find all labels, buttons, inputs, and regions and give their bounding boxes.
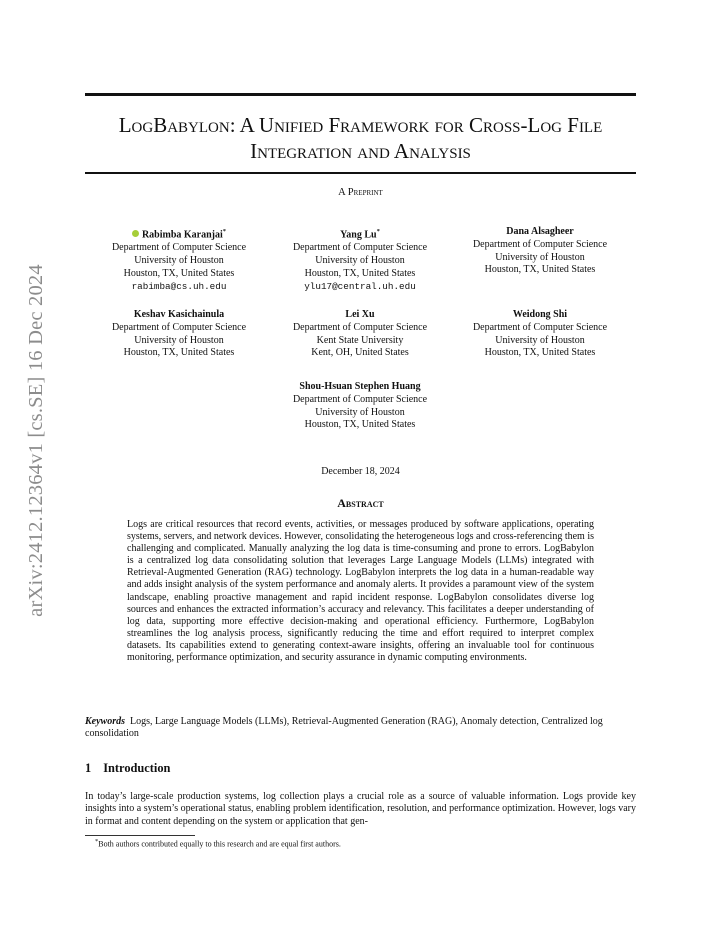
orcid-icon[interactable]	[132, 230, 139, 237]
author-email[interactable]: ylu17@central.uh.edu	[304, 280, 416, 292]
footnote	[95, 838, 341, 849]
author-loc: Houston, TX, United States	[304, 267, 416, 279]
author-name: Dana Alsagheer	[506, 226, 574, 237]
author-univ: University of Houston	[315, 254, 405, 266]
author-loc: Houston, TX, United States	[123, 347, 235, 359]
paper-title	[85, 112, 636, 164]
author-loc: Houston, TX, United States	[123, 267, 235, 279]
author-block	[270, 226, 450, 293]
title-rule-bottom	[85, 172, 636, 174]
author-univ: University of Houston	[134, 254, 224, 266]
author-name: Shou-Hsuan Stephen Huang	[299, 381, 421, 392]
author-dept: Department of Computer Science	[472, 321, 608, 333]
author-univ: University of Houston	[495, 334, 585, 346]
footnote-text: Both authors contributed equally to this research and are equal first authors.	[98, 839, 341, 849]
title-rule-top	[85, 93, 636, 96]
author-loc: Houston, TX, United States	[484, 264, 596, 276]
arxiv-stamp	[16, 248, 56, 633]
author-dept: Department of Computer Science	[292, 321, 428, 333]
footnote-rule	[85, 835, 195, 836]
author-dept: Department of Computer Science	[472, 238, 608, 250]
section-number: 1	[85, 761, 92, 775]
keywords-label: Keywords	[85, 716, 125, 727]
preprint-label: A Preprint	[338, 187, 383, 198]
author-dept: Department of Computer Science	[292, 242, 428, 254]
abstract-text: Logs are critical resources that record events, activities, or messages produced by software applications, operating systems, servers, and network devices. However, consolidating the heterogeneous logs and cross-referencing them is challenging and complicated. Manually analyzing the log data is time-consuming and prone to errors. LogBabylon is a centralized log data consolidating solution that leverages Large Language Models (LLMs) integrated with Retrieval-Augmented Generation (RAG) technology. LogBabylon interprets the log data in a human-readable way and adds insight analysis of the system performance and anomaly alerts. It provides a paramount view of the system landscape, enabling proactive management and rapid incident response. LogBabylon consolidates diverse log sources and enhances the extracted information’s accuracy and relevancy. This facilitates a deeper understanding of log data, supporting more effective decision-making and operational efficiency. Furthermore, LogBabylon streamlines the log analysis process, significantly reducing the time and effort required to interpret complex datasets. Its capabilities extend to generating context-aware insights, offering an invaluable tool for continuous monitoring, performance optimization, and security assurance in dynamic computing environments.	[127, 519, 594, 664]
author-email[interactable]: rabimba@cs.uh.edu	[131, 280, 227, 292]
author-block	[89, 309, 269, 360]
author-univ: University of Houston	[315, 406, 405, 418]
paper-date: December 18, 2024	[321, 466, 400, 477]
author-block	[450, 226, 630, 277]
author-univ: University of Houston	[495, 251, 585, 263]
section-heading	[85, 761, 170, 776]
author-block	[270, 309, 450, 360]
author-block	[89, 226, 269, 293]
title-line-2: Integration and Analysis	[250, 139, 471, 163]
author-block	[270, 381, 450, 432]
arxiv-stamp-text: arXiv:2412.12364v1 [cs.SE] 16 Dec 2024	[24, 264, 47, 617]
keywords-text: Logs, Large Language Models (LLMs), Retrieval-Augmented Generation (RAG), Anomaly detection, Centralized log consolidation	[85, 716, 603, 740]
author-name: Lei Xu	[345, 309, 375, 320]
author-dept: Department of Computer Science	[111, 321, 247, 333]
author-dept: Department of Computer Science	[292, 393, 428, 405]
title-line-1: LogBabylon: A Unified Framework for Cross-Log File	[118, 113, 603, 137]
author-loc: Houston, TX, United States	[484, 347, 596, 359]
author-dept: Department of Computer Science	[111, 242, 247, 254]
author-block	[450, 309, 630, 360]
keywords	[85, 716, 636, 741]
author-loc: Houston, TX, United States	[304, 419, 416, 431]
intro-paragraph: In today’s large-scale production systems, log collection plays a crucial role as a source of valuable information. Logs provide key insights into a system’s operational status, enabling problem identification, resolution, and performance optimization. However, logs vary in format and content depending on the system or application that gen-	[85, 791, 636, 827]
section-title: Introduction	[103, 761, 171, 775]
author-univ: Kent State University	[316, 334, 404, 346]
author-name: Rabimba Karanjai*	[89, 226, 269, 242]
author-name: Yang Lu*	[340, 228, 380, 241]
author-name: Keshav Kasichainula	[133, 309, 225, 320]
abstract-heading: Abstract	[337, 496, 384, 510]
footnote-mark: *	[95, 838, 99, 845]
author-name: Weidong Shi	[512, 309, 568, 320]
author-univ: University of Houston	[134, 334, 224, 346]
author-loc: Kent, OH, United States	[311, 347, 409, 359]
